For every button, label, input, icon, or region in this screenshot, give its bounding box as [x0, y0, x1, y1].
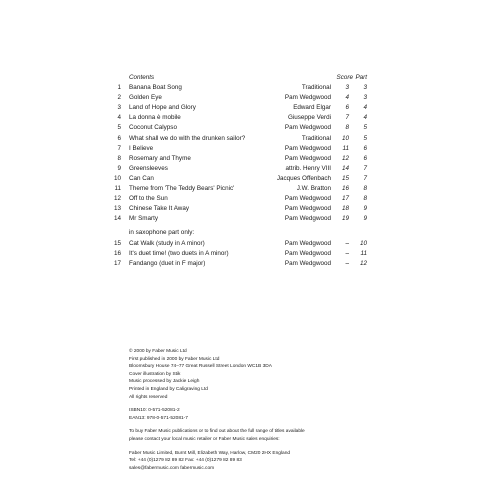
entry-number: 3	[117, 104, 121, 112]
imprint-line: EAN13: 978-0-571-52081-7	[129, 415, 188, 421]
entry-composer: Pam Wedgwood	[284, 124, 331, 132]
imprint-line: Music processed by Jackie Leigh	[129, 379, 200, 385]
entry-composer: attrib. Henry VIII	[285, 164, 331, 172]
entry-composer: Edward Elgar	[293, 104, 331, 112]
imprint-contact	[129, 450, 305, 473]
entry-number: 10	[113, 174, 121, 182]
entry-title: Theme from 'The Teddy Bears' Picnic'	[129, 185, 235, 193]
part-heading: Part	[355, 74, 367, 81]
imprint-isbn	[129, 407, 305, 422]
entry-composer: Pam Wedgwood	[284, 195, 331, 203]
entry-title: What shall we do with the drunken sailor?	[129, 134, 246, 142]
entry-composer: Pam Wedgwood	[284, 205, 331, 213]
entry-part-page: 9	[363, 205, 367, 213]
contents-entry	[109, 134, 367, 144]
contents-header	[109, 73, 367, 83]
entry-part-page: 6	[363, 154, 367, 162]
entry-title: Mr Smarty	[129, 215, 159, 223]
entry-number: 16	[113, 249, 121, 257]
entry-composer: Pam Wedgwood	[284, 94, 331, 102]
entry-score-page: –	[345, 239, 349, 247]
entry-number: 6	[117, 134, 121, 142]
entry-score-page: 7	[345, 114, 349, 122]
entry-score-page: 4	[345, 94, 349, 102]
entry-part-page: 3	[363, 84, 367, 92]
entry-part-page: 3	[363, 94, 367, 102]
entry-part-page: 5	[363, 134, 367, 142]
entry-title: Rosemary and Thyme	[129, 154, 191, 162]
entry-composer: Traditional	[301, 134, 331, 142]
entry-score-page: 14	[341, 164, 349, 172]
contents-entry	[109, 123, 367, 133]
contents-entry	[109, 184, 367, 194]
entry-composer: Traditional	[301, 84, 331, 92]
contents-entry	[109, 83, 367, 93]
imprint-line: First published in 2000 by Faber Music Ltd	[129, 356, 220, 362]
entry-number: 13	[113, 205, 121, 213]
entry-part-page: 10	[359, 239, 367, 247]
contents-entry	[109, 194, 367, 204]
sax-entries-list	[109, 239, 367, 269]
entry-score-page: 11	[342, 144, 349, 152]
entry-number: 11	[114, 185, 121, 193]
contents-heading: Contents	[129, 74, 155, 81]
entry-title: Cat Walk (study in A minor)	[129, 239, 205, 247]
entry-score-page: –	[345, 259, 349, 267]
contents-entry	[109, 204, 367, 214]
contents-entry	[109, 164, 367, 174]
entry-title: Golden Eye	[129, 94, 162, 102]
entry-number: 15	[113, 239, 121, 247]
imprint-line: Tel: +44 (0)1279 82 89 82 Fax: +44 (0)1279 82 89 83	[129, 458, 242, 464]
entry-title: Greensleeves	[129, 164, 168, 172]
entry-part-page: 5	[363, 124, 367, 132]
entry-part-page: 12	[359, 259, 367, 267]
entry-part-page: 7	[363, 164, 367, 172]
entry-part-page: 4	[363, 114, 367, 122]
entry-composer: Pam Wedgwood	[284, 144, 331, 152]
sax-section-label: in saxophone part only:	[129, 229, 195, 237]
entry-title: Chinese Take It Away	[129, 205, 189, 213]
imprint-line: All rights reserved	[129, 394, 168, 400]
entry-score-page: 19	[341, 215, 349, 223]
entry-composer: Jacques Offenbach	[276, 174, 331, 182]
imprint-purchase-info	[129, 428, 305, 443]
entry-number: 4	[117, 114, 121, 122]
entry-score-page: 16	[341, 185, 349, 193]
entry-part-page: 4	[363, 104, 367, 112]
imprint-line: © 2000 by Faber Music Ltd	[129, 349, 187, 354]
entry-part-page: 6	[363, 144, 367, 152]
entry-title: La donna è mobile	[129, 114, 181, 122]
imprint-line: Cover illustration by Stik	[129, 371, 181, 377]
entry-score-page: 10	[341, 134, 349, 142]
entry-title: Banana Boat Song	[129, 84, 182, 92]
contents-entry	[109, 144, 367, 154]
entry-part-page: 7	[363, 174, 367, 182]
entry-number: 1	[117, 84, 121, 92]
contents-entry	[109, 103, 367, 113]
imprint-line: Printed in England by Caligraving Ltd	[129, 386, 208, 392]
entry-title: Fandango (duet in F major)	[129, 259, 206, 267]
contents-entry	[109, 239, 367, 249]
contents-entry	[109, 249, 367, 259]
entries-list	[109, 83, 367, 224]
imprint-line: ISBN10: 0-571-52081-2	[129, 408, 180, 414]
entry-composer: Pam Wedgwood	[284, 154, 331, 162]
entry-composer: Pam Wedgwood	[284, 249, 331, 257]
entry-composer: Giuseppe Verdi	[287, 114, 331, 122]
entry-title: It's duet time! (two duets in A minor)	[129, 249, 229, 257]
entry-score-page: 8	[345, 124, 349, 132]
entry-part-page: 9	[363, 215, 367, 223]
score-heading: Score	[336, 74, 353, 81]
entry-title: Coconut Calypso	[129, 124, 177, 132]
entry-number: 14	[113, 215, 121, 223]
entry-part-page: 8	[363, 185, 367, 193]
entry-title: Land of Hope and Glory	[129, 104, 196, 112]
imprint-line: Bloomsbury House 74–77 Great Russell Street London WC1B 3DA	[129, 364, 272, 370]
contents-entry	[109, 93, 367, 103]
contents-entry	[109, 113, 367, 123]
contents-list	[109, 73, 367, 269]
entry-number: 5	[117, 124, 121, 132]
contents-entry	[109, 214, 367, 224]
imprint-line: sales@fabermusic.com fabermusic.com	[129, 465, 215, 471]
entry-title: Can Can	[129, 174, 154, 182]
entry-part-page: 11	[360, 249, 367, 257]
entry-title: I Believe	[129, 144, 154, 152]
entry-title: Off to the Sun	[129, 195, 168, 203]
entry-score-page: 3	[345, 84, 349, 92]
contents-entry	[109, 259, 367, 269]
contents-entry	[109, 174, 367, 184]
entry-score-page: –	[345, 249, 349, 257]
entry-score-page: 6	[345, 104, 349, 112]
entry-number: 17	[113, 259, 121, 267]
entry-number: 9	[117, 164, 121, 172]
entry-composer: J.W. Bratton	[296, 185, 331, 193]
entry-composer: Pam Wedgwood	[284, 239, 331, 247]
entry-score-page: 15	[341, 174, 349, 182]
entry-number: 12	[113, 195, 121, 203]
entry-part-page: 8	[363, 195, 367, 203]
imprint-line: please contact your local music retailer or Faber Music sales enquiries:	[129, 436, 280, 442]
entry-number: 7	[117, 144, 121, 152]
entry-number: 2	[117, 94, 121, 102]
entry-score-page: 12	[341, 154, 349, 162]
entry-number: 8	[117, 154, 121, 162]
entry-composer: Pam Wedgwood	[284, 259, 331, 267]
imprint-line: To buy Faber Music publications or to find out about the full range of titles available	[129, 429, 305, 435]
imprint-line: Faber Music Limited, Burnt Mill, Elizabeth Way, Harlow, CM20 2HX England	[129, 450, 291, 456]
contents-entry	[109, 154, 367, 164]
entry-score-page: 17	[341, 195, 349, 203]
imprint-copyright	[129, 348, 305, 401]
entry-score-page: 18	[341, 205, 349, 213]
imprint	[129, 348, 305, 478]
entry-composer: Pam Wedgwood	[284, 215, 331, 223]
